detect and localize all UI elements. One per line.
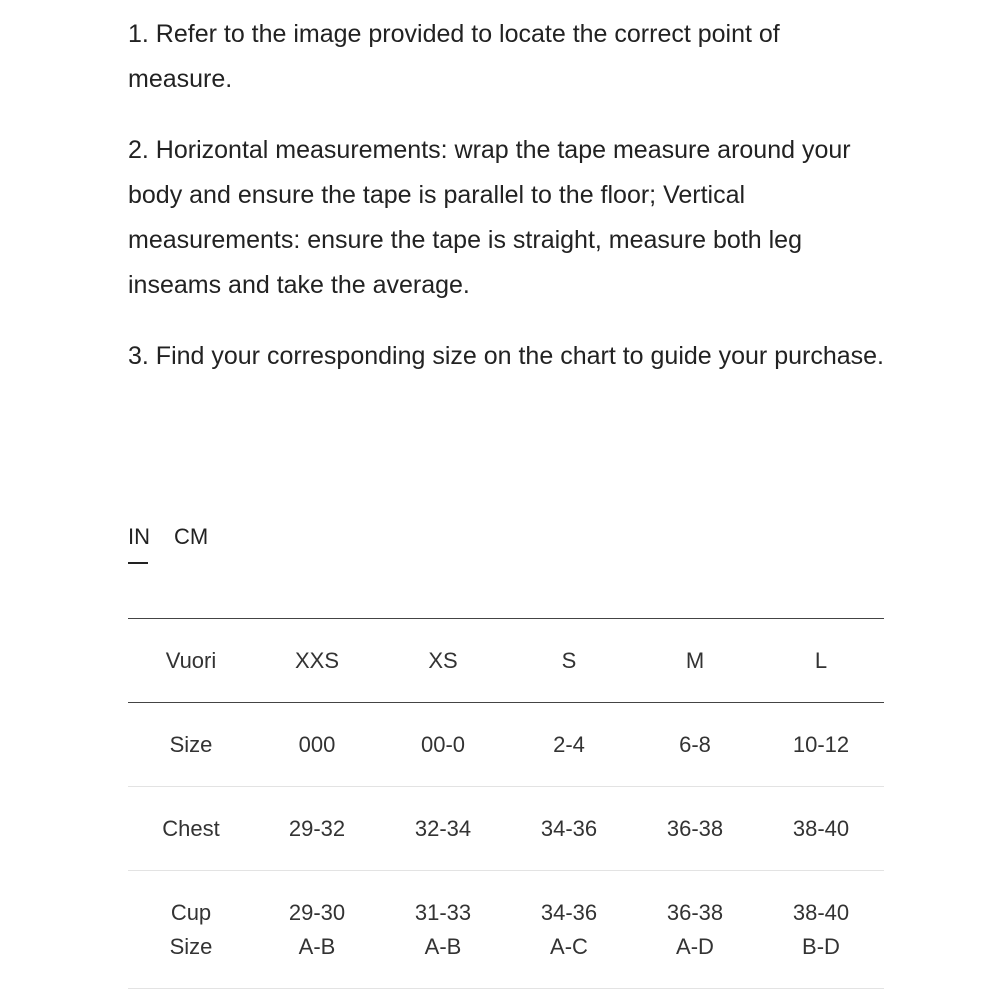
- cell-measure: 38-40: [792, 899, 850, 925]
- table-cell: 000: [298, 731, 336, 757]
- cell-measure: 36-38: [666, 899, 724, 925]
- row-label-line: Cup: [170, 899, 212, 925]
- table-cell: [254, 871, 380, 989]
- header-brand: Vuori: [165, 647, 217, 673]
- cell-measure: 34-36: [540, 899, 598, 925]
- row-label: Chest: [162, 815, 220, 841]
- table-cell: 36-38: [666, 815, 724, 841]
- table-cell: 32-34: [414, 815, 472, 841]
- cell-cup: A-C: [550, 933, 588, 959]
- cell-cup: B-D: [802, 933, 840, 959]
- cell-measure: 31-33: [414, 899, 472, 925]
- header-size-m: M: [685, 647, 705, 673]
- table-cell: 2-4: [553, 731, 585, 757]
- unit-tab-cm[interactable]: CM: [174, 524, 209, 549]
- table-row-chest: [128, 787, 884, 871]
- header-size-s: S: [561, 647, 577, 673]
- instruction-step-1: 1. Refer to the image provided to locate the correct point of measure.: [128, 20, 780, 93]
- table-header-row: [128, 619, 884, 703]
- table-cell: 00-0: [420, 731, 466, 757]
- unit-tab-in[interactable]: IN: [128, 522, 150, 552]
- table-cell: 10-12: [792, 731, 850, 757]
- table-row-size: [128, 703, 884, 787]
- instruction-step-2: 2. Horizontal measurements: wrap the tape measure around your body and ensure the tape is parallel to the floor; Vertical measurements: ensure the tape is straight, measure both leg inseams and take the average.: [128, 136, 851, 299]
- table-cell: 38-40: [792, 815, 850, 841]
- table-cell: [758, 871, 884, 989]
- table-cell: [506, 871, 632, 989]
- row-label-line: Size: [169, 933, 213, 959]
- cell-cup: A-D: [676, 933, 714, 959]
- table-cell: 29-32: [288, 815, 346, 841]
- row-label: Size: [169, 731, 213, 757]
- header-size-xs: XS: [428, 647, 458, 673]
- cell-cup: A-B: [424, 933, 462, 959]
- unit-toggle: [128, 522, 208, 552]
- table-cell: [632, 871, 758, 989]
- instruction-step-3: 3. Find your corresponding size on the chart to guide your purchase.: [128, 342, 884, 370]
- cell-cup: A-B: [298, 933, 336, 959]
- size-chart-table: [128, 618, 884, 989]
- row-label: [128, 871, 254, 989]
- table-cell: [380, 871, 506, 989]
- cell-measure: 29-30: [288, 899, 346, 925]
- table-cell: 6-8: [679, 731, 711, 757]
- measurement-instructions: [128, 12, 888, 405]
- table-row-cup-size: [128, 871, 884, 989]
- header-size-xxs: XXS: [294, 647, 340, 673]
- header-size-l: L: [814, 647, 828, 673]
- table-cell: 34-36: [540, 815, 598, 841]
